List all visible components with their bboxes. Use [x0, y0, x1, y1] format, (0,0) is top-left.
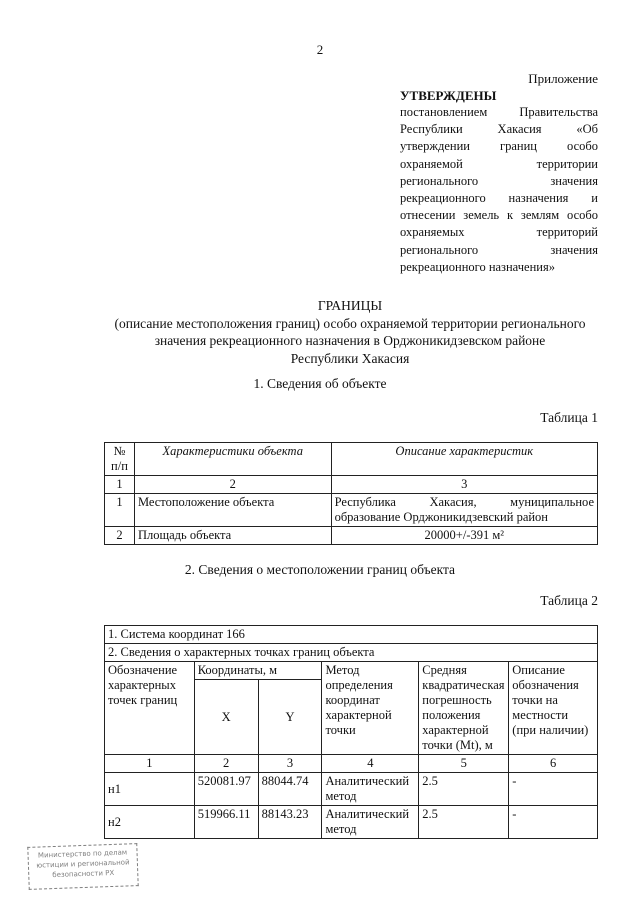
table-row: [105, 527, 598, 545]
header-designation: Обозначение характерных точек границ: [105, 662, 195, 755]
approval-text: постановлением Правительства Республики Хакасия «Об утверждении границ особо охраняемой территории регионального значения рекреационного назначения и отнесении земель к землям особо охраняемых территорий регионального значения рекреационного назначения»: [400, 105, 598, 274]
points-header-row: [105, 644, 598, 662]
index-cell: 6: [509, 755, 598, 773]
points-header: 2. Сведения о характерных точках границ объекта: [105, 644, 598, 662]
point-x: 520081.97: [194, 773, 258, 806]
point-name: н1: [105, 773, 195, 806]
point-method: Аналитический метод: [322, 773, 419, 806]
object-info-table: [104, 442, 598, 545]
table-header-row: [105, 443, 598, 476]
point-location: -: [509, 806, 598, 839]
approved-heading: УТВЕРЖДЕНЫ: [400, 88, 497, 103]
header-error: Средняя квадратическая погрешность положения характерной точки (Mt), м: [419, 662, 509, 755]
index-cell: 5: [419, 755, 509, 773]
header-coordinates: Координаты, м: [194, 662, 322, 680]
point-name: н2: [105, 806, 195, 839]
row-description: 20000+/-391 м²: [331, 527, 597, 545]
section-2-title: 2. Сведения о местоположении границ объекта: [184, 562, 456, 577]
point-error: 2.5: [419, 806, 509, 839]
document-subtitle-line3: Республики Хакасия: [290, 350, 410, 366]
table-1-label: Таблица 1: [540, 410, 598, 425]
header-method: Метод определения координат характерной точки: [322, 662, 419, 755]
row-num: 2: [105, 527, 135, 545]
stamp-line3: безопасности РХ: [52, 868, 115, 880]
registration-stamp: [27, 843, 138, 890]
document-title: ГРАНИЦЫ: [317, 298, 383, 313]
point-error: 2.5: [419, 773, 509, 806]
coordinate-system: 1. Система координат 166: [105, 626, 598, 644]
point-y: 88143.23: [258, 806, 322, 839]
index-cell: 4: [322, 755, 419, 773]
index-cell: 2: [194, 755, 258, 773]
index-cell: 1: [105, 755, 195, 773]
stamp-line1: Министерство по делам: [37, 848, 128, 860]
point-y: 88044.74: [258, 773, 322, 806]
index-cell: 3: [258, 755, 322, 773]
point-method: Аналитический метод: [322, 806, 419, 839]
header-y: Y: [258, 680, 322, 755]
appendix-label: Приложение: [528, 71, 598, 86]
row-characteristic: Площадь объекта: [134, 527, 331, 545]
boundary-points-table: [104, 625, 598, 839]
header-characteristic: Характеристики объекта: [134, 443, 331, 476]
page-number: 2: [316, 42, 324, 57]
row-description: Республика Хакасия, муниципальное образование Орджоникидзевский район: [331, 494, 597, 527]
table-header-row: [105, 662, 598, 680]
header-num: № п/п: [105, 443, 135, 476]
table-index-row: [105, 755, 598, 773]
point-location: -: [509, 773, 598, 806]
section-1-title: 1. Сведения об объекте: [253, 376, 387, 391]
table-row: [105, 494, 598, 527]
row-num: 1: [105, 494, 135, 527]
coordinate-system-row: [105, 626, 598, 644]
table-index-row: [105, 476, 598, 494]
header-location: Описание обозначения точки на местности (при наличии): [509, 662, 598, 755]
document-subtitle-line1: (описание местоположения границ) особо охраняемой территории регионального: [114, 315, 586, 331]
header-x: X: [194, 680, 258, 755]
index-cell: 2: [134, 476, 331, 494]
table-2-label: Таблица 2: [540, 593, 598, 608]
row-characteristic: Местоположение объекта: [134, 494, 331, 527]
table-row: [105, 773, 598, 806]
stamp-line2: юстиции и региональной: [36, 858, 130, 870]
table-row: [105, 806, 598, 839]
index-cell: 1: [105, 476, 135, 494]
document-subtitle-line2: значения рекреационного назначения в Орджоникидзевском районе: [154, 333, 546, 348]
index-cell: 3: [331, 476, 597, 494]
point-x: 519966.11: [194, 806, 258, 839]
document-heading: [60, 297, 640, 367]
header-description: Описание характеристик: [331, 443, 597, 476]
